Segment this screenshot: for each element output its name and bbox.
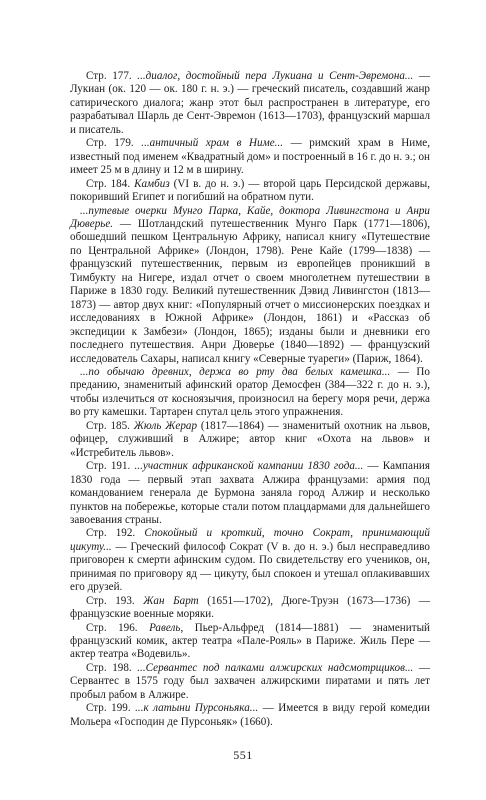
note (70, 702, 430, 729)
note-quote: Спокойный и кроткий, точно Сократ, принимающий цикуту... (70, 527, 430, 553)
note (70, 420, 430, 460)
note-page-ref: Стр. 191. (86, 460, 135, 473)
note-quote: ...участник африканской кампании 1830 года... (134, 460, 364, 473)
note-text: (1817—1864) — знаменитый охотник на львов, офицер, служивший в Алжире; автор книг «Охота на львов» и «Истребитель львов». (70, 419, 430, 459)
note-page-ref: Стр. 198. (86, 661, 138, 674)
note-text: — Имеется в виду герой комедии Мольера «Господин де Пурсоньяк» (1660). (70, 702, 431, 728)
note-quote: ...Сервантес под палками алжирских надсмотрщиков... (137, 661, 414, 674)
note-quote: Жан Барт (143, 594, 199, 607)
page-number: 551 (233, 748, 253, 762)
note (70, 70, 430, 137)
note-quote: ...диалог, достойный пера Лукиана и Сент-Эвремона... (137, 70, 414, 82)
note-text: , Пьер-Альфред (1814—1881) — знаменитый французский комик, актер театра «Пале-Рояль» в Париже. Жиль Пере — актер театра «Водевиль». (70, 621, 431, 661)
note-page-ref: Стр. 184. (86, 177, 135, 190)
note-page-ref: Стр. 177. (86, 70, 138, 82)
note-quote: Жюль Жерар (133, 419, 198, 432)
note-text: (VI в. до н. э.) — второй царь Персидской державы, покоривший Египет и погибший на обратном пути. (70, 177, 430, 204)
note (70, 366, 430, 420)
note-page-ref: Стр. 193. (86, 594, 144, 607)
note (70, 137, 430, 177)
note-page-ref: Стр. 199. (86, 702, 136, 715)
note-quote: Равель (149, 621, 181, 634)
note-text: — Сервантес в 1575 году был захвачен алжирскими пиратами и пять лет пробыл рабом в Алжире. (70, 661, 431, 701)
note-text: — римский храм в Ниме, известный под именем «Квадратный дом» и построенный в 16 г. до н. э.; он имеет 25 м в длину и 12 м в ширину. (70, 137, 430, 177)
note (70, 205, 430, 366)
note-page-ref: Стр. 196. (86, 621, 150, 634)
note-text: — Шотландский путешественник Мунго Парк (1771—1806), обошедший пешком Центральную Африку, написал книгу «Путешествие по Центральной Африке» (Лондон, 1798). Рене Кайе (1799—1838) — французский путешественник, первым из европейцев проникший в Тимбукту на Нигере, издал отчет о своем многолетнем путешествии в Париже в 1830 году. Великий путешественник Дэвид Ливингстон (1813—1873) — автор двух книг: «Популярный отчет о миссионерских поездках и исследованиях в Южной Африке» (Лондон, 1861) и «Рассказ об экспедиции к Замбези» (Лондон, 1865); изданы были и дневники его последнего путешествия. Анри Дюверье (1840—1892) — французский исследователь Сахары, написал книгу «Северные туареги» (Париж, 1864). (70, 217, 430, 365)
note (70, 595, 430, 622)
note (70, 178, 430, 205)
note-page-ref: Стр. 185. (86, 419, 134, 432)
note-text: — Лукиан (ок. 120 — ок. 180 г. н. э.) — греческий писатель, создавший жанр сатирического диалога; жанр этот был распространен в литературе, его разрабатывал Шарль де Сент-Эвремон (1613—1703), французский маршал и писатель. (70, 70, 430, 136)
notes-section (70, 70, 430, 729)
note-text: — Кампания 1830 года — первый этап захвата Алжира французами: армия под командованием генерала де Бурмона заняла город Алжир и несколько пунктов на побережье, которые стали потом плацдармами для дальнейшего завоевания страны. (70, 460, 430, 526)
note-text: — По преданию, знаменитый афинский оратор Демосфен (384—322 г. до н. э.), чтобы излечиться от косноязычия, произносил на берегу моря речи, держа во рту камешки. Тартарен спутал цель этого упражнения. (70, 365, 430, 419)
note (70, 622, 430, 662)
note (70, 527, 430, 594)
note-quote: ...путевые очерки Мунго Парка, Кайе, доктора Ливингстона и Анри Дюверье. (70, 204, 430, 230)
note-quote: ...по обычаю древних, держа во рту два белых камешка... (80, 365, 391, 378)
note-page-ref: Стр. 192. (86, 527, 145, 540)
note-text: (1651—1702), Дюге-Труэн (1673—1736) — французские военные моряки. (70, 594, 431, 621)
note (70, 460, 430, 527)
note-text: — Греческий философ Сократ (V в. до н. э.) был несправедливо приговорен к смерти афинским судом. По свидетельству его учеников, он, принимая по приговору яд — цикуту, был спокоен и утешал оплакивавших его друзей. (70, 540, 430, 594)
note-quote: ...к латыни Пурсоньяка... (135, 702, 259, 715)
note-quote: ...античный храм в Ниме... (141, 137, 284, 150)
note-quote: Камбиз (134, 177, 170, 190)
note-page-ref: Стр. 179. (86, 137, 142, 150)
note (70, 662, 430, 702)
